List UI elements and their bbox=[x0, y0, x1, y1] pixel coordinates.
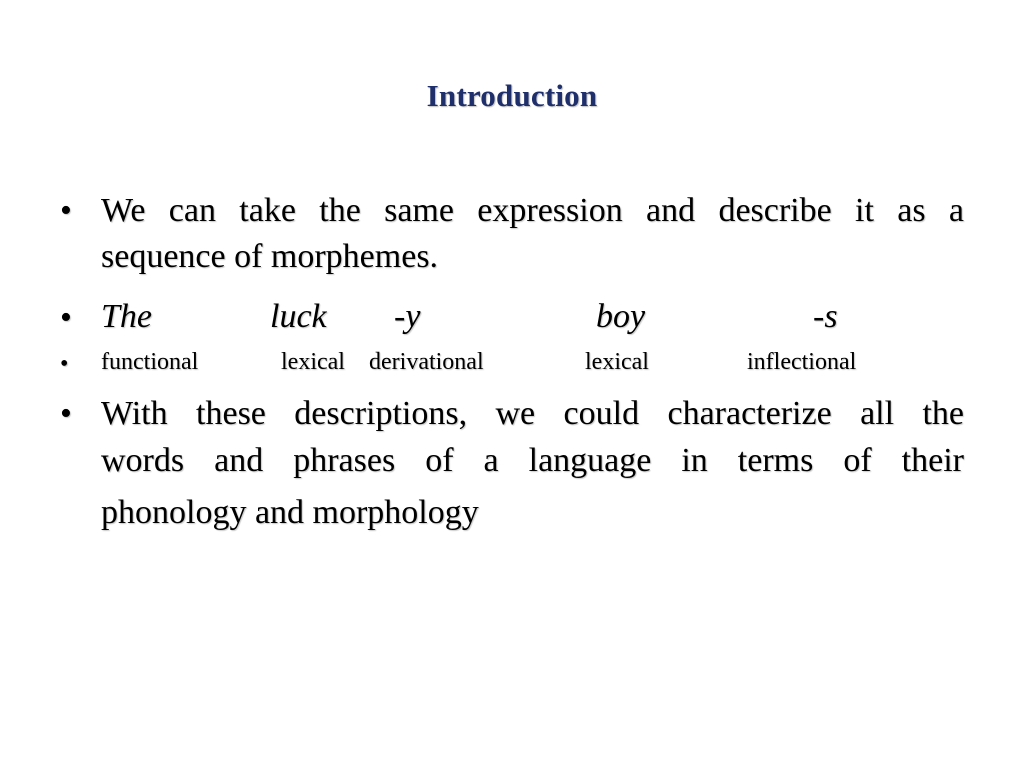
label-lexical-2: lexical bbox=[585, 349, 649, 375]
morpheme-the: The bbox=[101, 298, 152, 335]
bullet-marker-4: • bbox=[60, 395, 72, 432]
bullet-1-line-1: We can take the same expression and describe it as a bbox=[101, 192, 964, 229]
bullet-4-line-1: With these descriptions, we could characterize all the bbox=[101, 395, 964, 432]
bullet-text-4 bbox=[101, 395, 964, 532]
label-inflectional: inflectional bbox=[747, 349, 857, 375]
bullet-text-1 bbox=[101, 192, 964, 276]
morpheme-s: -s bbox=[813, 298, 838, 335]
bullet-marker-3: • bbox=[60, 351, 69, 377]
morpheme-boy: boy bbox=[596, 298, 646, 335]
label-derivational: derivational bbox=[369, 349, 484, 375]
bullet-marker-2: • bbox=[60, 299, 72, 336]
bullet-4-line-2: words and phrases of a language in terms of their bbox=[101, 442, 964, 479]
bullet-marker-1: • bbox=[60, 192, 72, 229]
slide-title: Introduction bbox=[426, 78, 598, 113]
bullet-1-line-2: sequence of morphemes. bbox=[101, 238, 439, 275]
label-lexical-1: lexical bbox=[281, 349, 345, 375]
bullet-4-line-3: phonology and morphology bbox=[101, 494, 479, 531]
label-functional: functional bbox=[101, 349, 199, 375]
morpheme-y: -y bbox=[394, 298, 421, 335]
morpheme-luck: luck bbox=[270, 298, 327, 335]
